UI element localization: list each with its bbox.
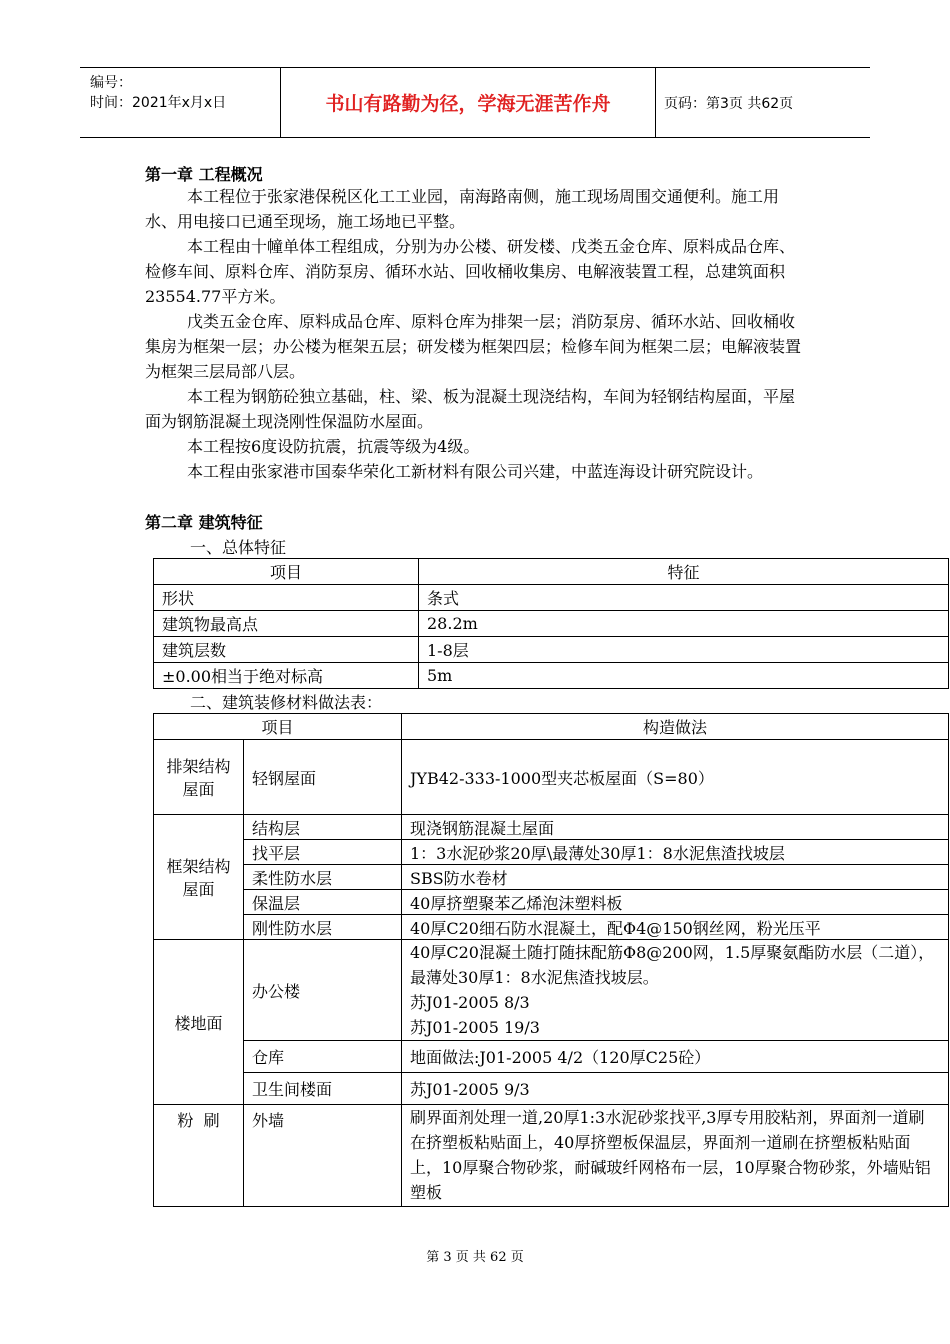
table-cell: 苏J01-2005 9/3 (402, 1073, 949, 1105)
table-row (154, 1041, 949, 1073)
table-cell: 刷界面剂处理一道,20厚1:3水泥砂浆找平,3厚专用胶粘剂，界面剂一道刷在挤塑板粘贴面上，40厚挤塑板保温层，界面剂一道刷在挤塑板粘贴面上，10厚聚合物砂浆，耐碱玻纤网格布一层，10厚聚合物砂浆，外墙贴铝塑板 (402, 1105, 949, 1207)
table-cell: 刚性防水层 (244, 915, 402, 940)
table-cell: 建筑层数 (154, 637, 419, 663)
table-header-row (154, 559, 949, 585)
header-cell: 构造做法 (402, 714, 949, 740)
table-cell: 地面做法:J01-2005 4/2（120厚C25砼） (402, 1041, 949, 1073)
table-row (154, 663, 949, 689)
table-cell: 1-8层 (419, 637, 949, 663)
table-cell: 外墙 (244, 1105, 402, 1207)
floor-office-ref-2: 苏J01-2005 19/3 (410, 1018, 540, 1037)
paragraph-3: 戊类五金仓库、原料成品仓库、原料仓库为排架一层；消防泵房、循环水站、回收桶收集房为框架一层；办公楼为框架五层；研发楼为框架四层；检修车间为框架二层；电解液装置为框架三层局部八层。 (145, 312, 802, 381)
code-label: 编号： (90, 75, 132, 91)
paragraph-6: 本工程由张家港市国泰华荣化工新材料有限公司兴建，中蓝连海设计研究院设计。 (187, 462, 764, 481)
table-row (154, 890, 949, 915)
materials-table (153, 713, 949, 1207)
header-page-info: 页码：第3页 共62页 (664, 95, 794, 112)
table-row (154, 611, 949, 637)
section-materials-title: 二、建筑装修材料做法表： (190, 693, 383, 712)
table-row (154, 940, 949, 1041)
group-label: 排架结构屋面 (154, 740, 244, 815)
chapter2-title: 第二章 建筑特征 (145, 513, 263, 532)
paragraph-2: 本工程由十幢单体工程组成，分别为办公楼、研发楼、戊类五金仓库、原料成品仓库、检修车间、原料仓库、消防泵房、循环水站、回收桶收集房、电解液装置工程，总建筑面积23554.77平方米。 (145, 237, 796, 306)
table-row (154, 740, 949, 815)
paragraph-5: 本工程按6度设防抗震，抗震等级为4级。 (187, 437, 480, 456)
section-overall-title: 一、总体特征 (190, 538, 287, 557)
group-label: 楼地面 (154, 940, 244, 1105)
chapter1-title: 第一章 工程概况 (145, 165, 263, 184)
group-label: 粉 刷 (154, 1105, 244, 1207)
table-cell (402, 940, 949, 1041)
page-header (80, 67, 870, 138)
table-row (154, 585, 949, 611)
table-row (154, 865, 949, 890)
floor-office-ref-1: 苏J01-2005 8/3 (410, 993, 530, 1012)
table-cell: 保温层 (244, 890, 402, 915)
floor-office-text: 40厚C20混凝土随打随抹配筋Φ8@200网，1.5厚聚氨酯防水层（二道），最薄处30厚1：8水泥焦渣找坡层。 (410, 943, 935, 987)
table-cell: 办公楼 (244, 940, 402, 1041)
table-cell: 条式 (419, 585, 949, 611)
table-cell: 仓库 (244, 1041, 402, 1073)
table-cell: ±0.00相当于绝对标高 (154, 663, 419, 689)
table-cell: JYB42-333-1000型夹芯板屋面（S=80） (402, 740, 949, 815)
table-cell: 柔性防水层 (244, 865, 402, 890)
table-cell: 形状 (154, 585, 419, 611)
time-label: 时间：2021年x月x日 (90, 95, 227, 111)
group-label: 框架结构屋面 (154, 815, 244, 940)
table-cell: SBS防水卷材 (402, 865, 949, 890)
table-row (154, 915, 949, 940)
overall-features-table (153, 558, 949, 689)
paragraph-4: 本工程为钢筋砼独立基础，柱、梁、板为混凝土现浇结构，车间为轻钢结构屋面，平屋面为钢筋混凝土现浇刚性保温防水屋面。 (145, 387, 796, 431)
table-cell: 1：3水泥砂浆20厚\最薄处30厚1：8水泥焦渣找坡层 (402, 840, 949, 865)
table-cell: 40厚挤塑聚苯乙烯泡沫塑料板 (402, 890, 949, 915)
table-row (154, 815, 949, 840)
page-footer: 第 3 页 共 62 页 (426, 1250, 524, 1265)
table-cell: 轻钢屋面 (244, 740, 402, 815)
table-cell: 建筑物最高点 (154, 611, 419, 637)
table-cell: 40厚C20细石防水混凝土，配Φ4@150钢丝网，粉光压平 (402, 915, 949, 940)
table-row (154, 1105, 949, 1207)
table-header-row (154, 714, 949, 740)
header-cell: 项目 (154, 559, 419, 585)
table-cell: 5m (419, 663, 949, 689)
table-cell: 结构层 (244, 815, 402, 840)
header-motto: 书山有路勤为径，学海无涯苦作舟 (281, 68, 656, 137)
header-cell: 特征 (419, 559, 949, 585)
table-row (154, 637, 949, 663)
table-cell: 找平层 (244, 840, 402, 865)
paragraph-1: 本工程位于张家港保税区化工工业园，南海路南侧，施工现场周围交通便利。施工用水、用电接口已通至现场，施工场地已平整。 (145, 187, 780, 231)
table-cell: 现浇钢筋混凝土屋面 (402, 815, 949, 840)
header-cell: 项目 (154, 714, 402, 740)
header-meta (80, 68, 281, 137)
table-row (154, 1073, 949, 1105)
table-cell: 卫生间楼面 (244, 1073, 402, 1105)
table-cell: 28.2m (419, 611, 949, 637)
table-row (154, 840, 949, 865)
